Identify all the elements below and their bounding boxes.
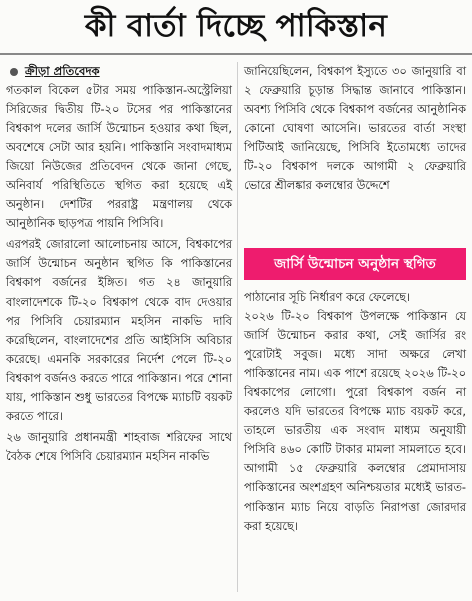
paragraph-5: পাঠানোর সূচি নির্ধারণ করে ফেলেছে। [244,290,411,304]
paragraph-6: ২০২৬ টি-২০ বিশ্বকাপ উপলক্ষে পাকিস্তান যে জার্সি উন্মোচন করার কথা, সেই জার্সির রং পুরোটাই সবুজ। মধ্যে সাদা অক্ষরে লেখা পাকিস্তানের নাম। এক পাশে রয়েছে ২০২৬ টি-২০ বিশ্বকাপের লোগো। পুরো বিশ্বকাপ বর্জন না করলেও যদি ভারতের বিপক্ষে ম্যাচ বয়কট করে, তাহলে ভারতীয় এক সংবাদ মাধ্যম অনুযায়ী পিসিবি ৪৬০ কোটি টাকার মামলা সামলাতে হবে। আগামী ১৫ ফেব্রুয়ারি কলম্বোর প্রেমাদাসায় পাকিস্তানের অংশগ্রহণ অনিশ্চয়তার মধ্যেই ভারত-পাকিস্তান ম্যাচ নিয়ে বাড়তি নিরাপত্তা জোরদার করা হয়েছে। [244,309,466,533]
article-column-2 [244,62,466,195]
paragraph-4: জানিয়েছিলেন, বিশ্বকাপ ইস্যুতে ৩০ জানুয়ারি বা ২ ফেব্রুয়ারি চূড়ান্ত সিদ্ধান্ত জানাবে পাকিস্তান। অবশ্য পিসিবি থেকে বিশ্বকাপ বর্জনের আনুষ্ঠানিক কোনো ঘোষণা আসেনি। ভারতের বার্তা সংস্থা পিটিআই জানিয়েছে, পিসিবি ইতোমধ্যে তাদের টি-২০ বিশ্বকাপ দলকে আগামী ২ ফেব্রুয়ারি ভোরে শ্রীলঙ্কার কলম্বোর উদ্দেশে [244,64,466,193]
subheading-banner: জার্সি উন্মোচন অনুষ্ঠান স্থগিত [244,248,466,280]
byline [6,62,232,81]
paragraph-3: ২৬ জানুয়ারি প্রধানমন্ত্রী শাহবাজ শরিফের সাথে বৈঠক শেষে পিসিবি চেয়ারম্যান মহসিন নাকভি [6,429,232,463]
article-column-2-lower [244,288,466,536]
column-divider [237,62,238,592]
paragraph-2: এরপরই জোরালো আলোচনায় আসে, বিশ্বকাপের জার্সি উন্মোচন অনুষ্ঠান স্থগিত কি পাকিস্তানের বিশ্বকাপ বর্জনের ইঙ্গিত। গত ২৪ জানুয়ারি বাংলাদেশকে টি-২০ বিশ্বকাপ থেকে বাদ দেওয়ার পর পিসিবি চেয়ারম্যান মহসিন নাকভি দাবি করেছিলেন, বাংলাদেশের প্রতি আইসিসি অবিচার করেছে। এমনকি সরকারের নির্দেশ পেলে টি-২০ বিশ্বকাপ বর্জনও করতে পারে পাকিস্তান। পরে শোনা যায়, পাকিস্তান শুধু ভারতের বিপক্ষে ম্যাচটি বয়কট করতে পারে। [6,237,232,423]
byline-text: ক্রীড়া প্রতিবেদক [25,63,100,78]
headline: কী বার্তা দিচ্ছে পাকিস্তান [84,8,388,44]
article-column-1 [6,62,232,466]
bullet-icon [10,68,18,76]
headline-rule [0,53,472,55]
paragraph-1: গতকাল বিকেল ৫টার সময় পাকিস্তান-অস্ট্রেলিয়া সিরিজের দ্বিতীয় টি-২০ টসের পর পাকিস্তানের বিশ্বকাপ দলের জার্সি উন্মোচন হওয়ার কথা ছিল, অবশেষে সেটা আর হয়নি। পাকিস্তানি সংবাদমাধ্যম জিয়ো নিউজের প্রতিবেদন থেকে জানা গেছে, অনিবার্য পরিস্থিতিতে স্থগিত করা হয়েছে এই অনুষ্ঠান। দেশটির পররাষ্ট্র মন্ত্রণালয় থেকে আনুষ্ঠানিক ছাড়পত্র পায়নি পিসিবি। [6,83,232,231]
